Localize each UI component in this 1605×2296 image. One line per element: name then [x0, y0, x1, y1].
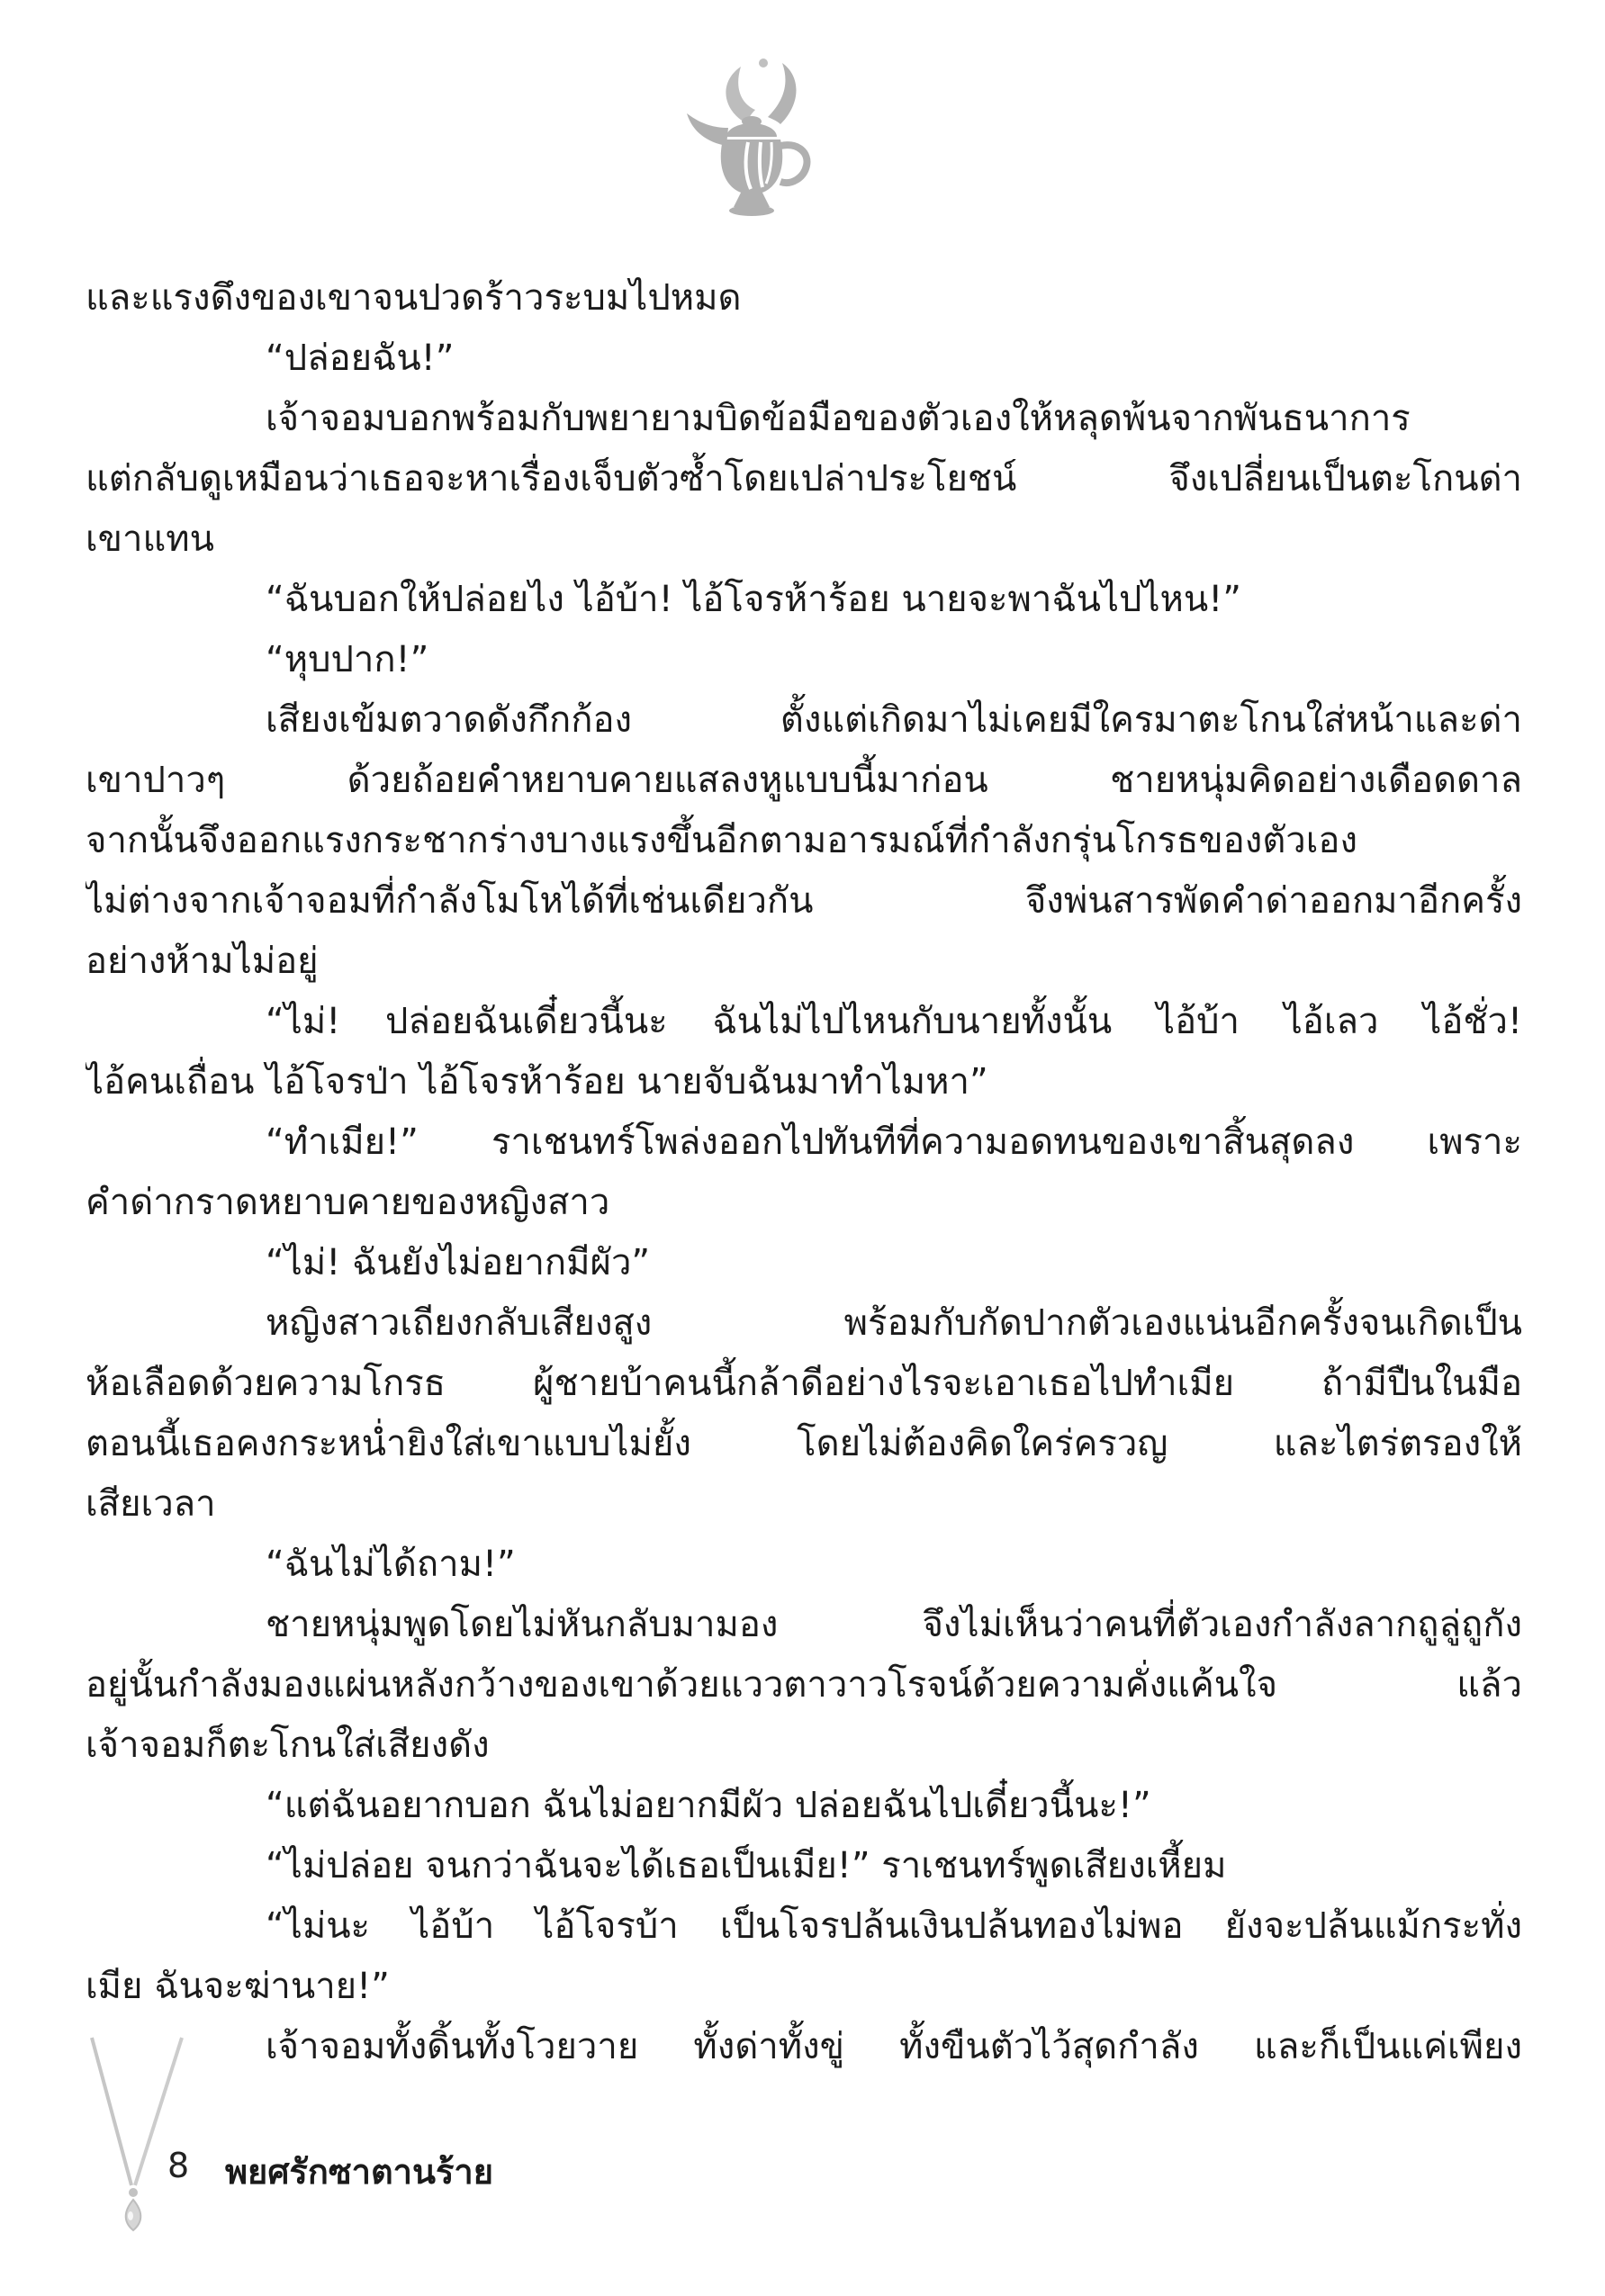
text-line: เขาแทน: [86, 518, 214, 560]
text-line: จากนั้นจึงออกแรงกระชากร่างบางแรงขึ้นอีกตามอารมณ์ที่กำลังกรุ่นโกรธของตัวเอง: [86, 820, 1357, 861]
text-line: “ทำเมีย!” ราเชนทร์โพล่งออกไปทันทีที่ความอดทนของเขาสิ้นสุดลง เพราะ: [266, 1121, 1522, 1163]
text-line: คำด่ากราดหยาบคายของหญิงสาว: [86, 1182, 610, 1223]
text-line: หญิงสาวเถียงกลับเสียงสูง พร้อมกับกัดปากตัวเองแน่นอีกครั้งจนเกิดเป็น: [266, 1302, 1522, 1344]
text-line: เจ้าจอมทั้งดิ้นทั้งโวยวาย ทั้งด่าทั้งขู่ ทั้งขืนตัวไว้สุดกำลัง และก็เป็นแค่เพียง: [266, 2026, 1522, 2067]
text-line: “แต่ฉันอยากบอก ฉันไม่อยากมีผัว ปล่อยฉันไปเดี๋ยวนี้นะ!”: [266, 1785, 1151, 1826]
text-line: “ไม่! ปล่อยฉันเดี๋ยวนี้นะ ฉันไม่ไปไหนกับนายทั้งนั้น ไอ้บ้า ไอ้เลว ไอ้ชั่ว!: [266, 1001, 1522, 1042]
text-line: อยู่นั้นกำลังมองแผ่นหลังกว้างของเขาด้วยแววตาวาวโรจน์ด้วยความคั่งแค้นใจ แล้ว: [86, 1664, 1522, 1706]
teapot-steam-icon: [662, 52, 842, 223]
text-line: แต่กลับดูเหมือนว่าเธอจะหาเรื่องเจ็บตัวซ้ำโดยเปล่าประโยชน์ จึงเปลี่ยนเป็นตะโกนด่า: [86, 458, 1522, 500]
text-line: “หุบปาก!”: [266, 639, 429, 680]
text-line: ชายหนุ่มพูดโดยไม่หันกลับมามอง จึงไม่เห็นว่าคนที่ตัวเองกำลังลากถูลู่ถูกัง: [266, 1604, 1522, 1645]
text-line: เมีย ฉันจะฆ่านาย!”: [86, 1966, 390, 2007]
teapot-ornament: [662, 52, 842, 223]
page-text: [86, 268, 1522, 2077]
text-line: “ไม่นะ ไอ้บ้า ไอ้โจรบ้า เป็นโจรปล้นเงินปล้นทองไม่พอ ยังจะปล้นแม้กระทั่ง: [266, 1905, 1522, 1947]
page-number: 8: [167, 2146, 190, 2185]
text-line: “ไม่! ฉันยังไม่อยากมีผัว”: [266, 1242, 651, 1283]
text-line: เสียเวลา: [86, 1483, 216, 1525]
text-line: “ปล่อยฉัน!”: [266, 338, 455, 379]
text-line: “ไม่ปล่อย จนกว่าฉันจะได้เธอเป็นเมีย!” ราเชนทร์พูดเสียงเหี้ยม: [266, 1845, 1227, 1886]
text-line: อย่างห้ามไม่อยู่: [86, 941, 319, 982]
text-line: เสียงเข้มตวาดดังกึกก้อง ตั้งแต่เกิดมาไม่เคยมีใครมาตะโกนใส่หน้าและด่า: [266, 699, 1522, 741]
text-line: ตอนนี้เธอคงกระหน่ำยิงใส่เขาแบบไม่ยั้ง โดยไม่ต้องคิดใคร่ครวญ และไตร่ตรองให้: [86, 1423, 1522, 1464]
text-line: ไอ้คนเถื่อน ไอ้โจรป่า ไอ้โจรห้าร้อย นายจับฉันมาทำไมหา”: [86, 1061, 988, 1103]
text-line: “ฉันไม่ได้ถาม!”: [266, 1544, 516, 1585]
text-line: และแรงดึงของเขาจนปวดร้าวระบมไปหมด: [86, 277, 742, 319]
text-line: เจ้าจอมก็ตะโกนใส่เสียงดัง: [86, 1724, 490, 1766]
text-line: เจ้าจอมบอกพร้อมกับพยายามบิดข้อมือของตัวเองให้หลุดพ้นจากพันธนาการ: [266, 398, 1411, 439]
text-line: ห้อเลือดด้วยความโกรธ ผู้ชายบ้าคนนี้กล้าดีอย่างไรจะเอาเธอไปทำเมีย ถ้ามีปืนในมือ: [86, 1363, 1522, 1404]
text-line: ไม่ต่างจากเจ้าจอมที่กำลังโมโหได้ที่เช่นเดียวกัน จึงพ่นสารพัดคำด่าออกมาอีกครั้ง: [86, 880, 1522, 922]
text-line: เขาปาวๆ ด้วยถ้อยคำหยาบคายแสลงหูแบบนี้มาก่อน ชายหนุ่มคิดอย่างเดือดดาล: [86, 760, 1522, 801]
text-line: “ฉันบอกให้ปล่อยไง ไอ้บ้า! ไอ้โจรห้าร้อย นายจะพาฉันไปไหน!”: [266, 579, 1242, 620]
book-title: พยศรักซาตานร้าย: [225, 2152, 493, 2192]
